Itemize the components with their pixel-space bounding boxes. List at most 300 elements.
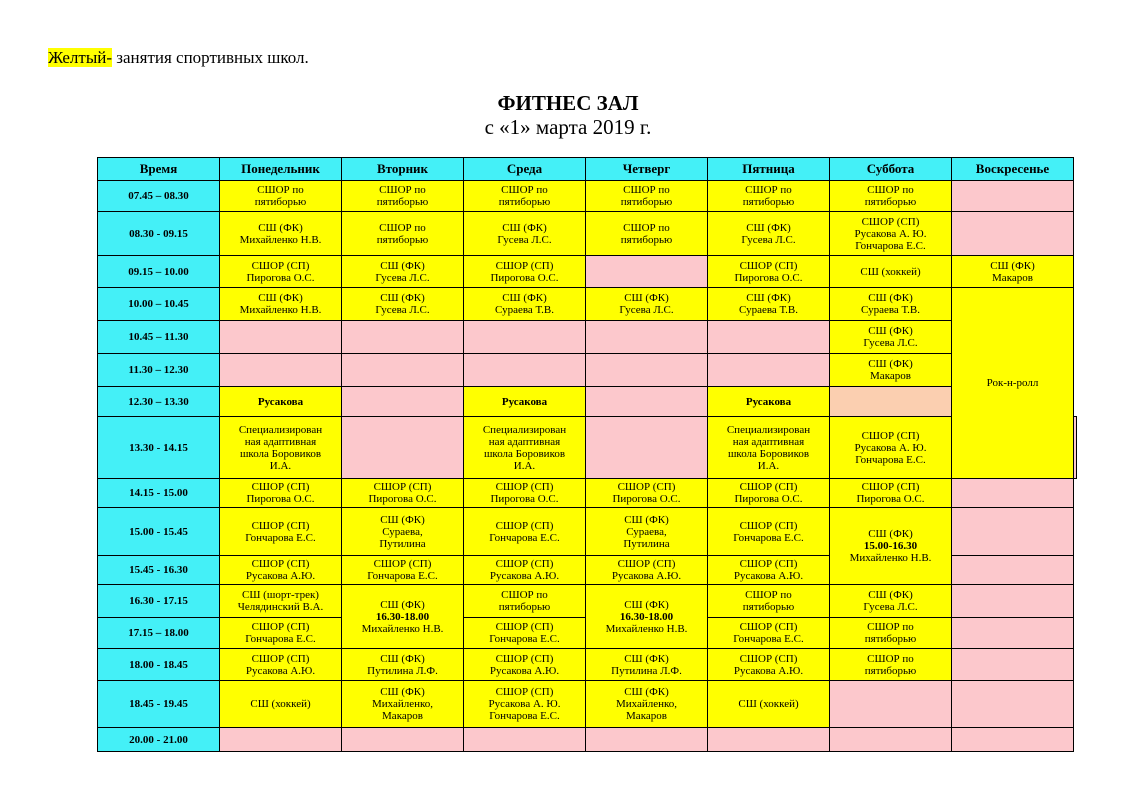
cell-text-line: СШ (ФК): [624, 686, 669, 698]
cell-text-line: СШОР (СП): [739, 621, 798, 633]
schedule-cell: [830, 508, 952, 585]
schedule-cell: [708, 585, 830, 618]
empty-cell: [464, 354, 586, 387]
header-thursday: Четверг: [586, 158, 708, 181]
cell-text-line: СШ (ФК): [624, 598, 669, 611]
empty-cell: [830, 387, 952, 417]
empty-cell: [952, 585, 1074, 618]
cell-text-line: СШ (ФК): [624, 292, 669, 304]
cell-text-line: Михайленко,: [615, 698, 678, 710]
cell-text-line: СШОР (СП): [617, 481, 676, 493]
cell-text-line: пятиборью: [376, 196, 429, 208]
schedule-cell: [708, 649, 830, 681]
cell-text-line: Специализирован: [482, 423, 567, 436]
cell-text-line: Пирогова О.С.: [246, 271, 315, 284]
schedule-cell: [342, 256, 464, 288]
cell-text-line: СШОР (СП): [251, 558, 310, 570]
schedule-cell: [708, 256, 830, 288]
schedule-cell: [220, 479, 342, 508]
schedule-cell: [830, 288, 952, 321]
cell-text-line: пятиборью: [864, 196, 917, 208]
cell-text-line: СШОР (СП): [495, 259, 554, 272]
table-row: [98, 181, 1077, 212]
schedule-cell: [342, 212, 464, 256]
cell-text-line: СШ (ФК): [624, 513, 669, 526]
cell-text-line: СШ (ФК): [380, 513, 425, 526]
header-time: Время: [98, 158, 220, 181]
cell-text-line: И.А.: [513, 459, 536, 472]
schedule-cell: [464, 256, 586, 288]
schedule-cell: [586, 212, 708, 256]
empty-cell: [952, 618, 1074, 649]
cell-text-line: СШ (ФК): [380, 652, 425, 665]
table-row: [98, 508, 1077, 556]
schedule-cell: [220, 181, 342, 212]
cell-text-line: Макаров: [626, 710, 667, 722]
cell-text-line: СШОР (СП): [373, 558, 432, 570]
cell-text-line: Специализирован: [726, 423, 811, 436]
cell-text-line: СШОР (СП): [495, 481, 554, 493]
cell-text-line: СШ (ФК): [380, 292, 425, 304]
cell-text-line: СШ (ФК): [502, 292, 547, 304]
schedule-cell: [586, 479, 708, 508]
cell-text-line: Гусева Л.С.: [619, 304, 674, 316]
cell-text-line: И.А.: [757, 459, 780, 472]
cell-text-line: пятиборью: [864, 633, 917, 645]
cell-text-line: СШОР (СП): [251, 652, 310, 665]
schedule-cell: [342, 181, 464, 212]
header-saturday: Суббота: [830, 158, 952, 181]
cell-text-line: Михайленко Н.В.: [605, 622, 688, 635]
cell-text-line: СШОР по: [257, 184, 304, 196]
cell-text-line: СШОР (СП): [739, 481, 798, 493]
empty-cell: [708, 321, 830, 354]
cell-text-line: пятиборью: [742, 196, 795, 208]
schedule-cell: [952, 256, 1074, 288]
cell-text-line: Русакова А.Ю.: [611, 570, 682, 582]
legend: [48, 48, 309, 68]
time-cell: 15.00 - 15.45: [98, 508, 220, 556]
cell-text-line: Пирогова О.С.: [856, 493, 925, 505]
empty-cell: [464, 728, 586, 752]
cell-text-line: Михайленко Н.В.: [239, 233, 322, 246]
cell-text-line: Путилина: [623, 537, 670, 550]
schedule-cell: Русакова: [464, 387, 586, 417]
cell-text-line: Пирогова О.С.: [490, 493, 559, 505]
cell-text-line: пятиборью: [254, 196, 307, 208]
empty-cell: [708, 728, 830, 752]
schedule-cell: [708, 556, 830, 585]
cell-text-line: Сураева Т.В.: [495, 304, 554, 316]
time-cell: 11.30 – 12.30: [98, 354, 220, 387]
time-cell: 07.45 – 08.30: [98, 181, 220, 212]
empty-cell: [342, 417, 464, 479]
schedule-cell: [342, 585, 464, 649]
schedule-cell: [220, 417, 342, 479]
cell-text-line: пятиборью: [376, 233, 429, 246]
cell-text-line: СШОР (СП): [373, 481, 432, 493]
cell-text-line: СШ (ФК): [868, 528, 913, 540]
cell-text-line: Русакова А.Ю.: [489, 570, 560, 582]
schedule-cell: [586, 585, 708, 649]
cell-text-line: СШОР по: [379, 184, 426, 196]
header-wednesday: Среда: [464, 158, 586, 181]
page-subtitle: с «1» марта 2019 г.: [484, 115, 652, 139]
schedule-cell: [464, 556, 586, 585]
cell-text-line: Гончарова Е.С.: [245, 531, 316, 544]
cell-text-line: СШОР по: [867, 621, 914, 633]
schedule-cell: [586, 556, 708, 585]
cell-text-line: И.А.: [269, 459, 292, 472]
table-row: [98, 387, 1077, 417]
cell-text-line: СШОР (СП): [861, 481, 920, 493]
time-cell: 17.15 – 18.00: [98, 618, 220, 649]
time-cell: 16.30 - 17.15: [98, 585, 220, 618]
time-cell: 13.30 - 14.15: [98, 417, 220, 479]
cell-text-line: СШОР (СП): [251, 519, 310, 532]
cell-text-line: Русакова А. Ю.: [488, 698, 561, 710]
time-cell: 14.15 - 15.00: [98, 479, 220, 508]
empty-cell: [952, 479, 1074, 508]
schedule-cell: [830, 417, 952, 479]
cell-text-line: СШ (ФК): [868, 292, 913, 304]
cell-text-line: СШОР (СП): [495, 519, 554, 532]
time-cell: 08.30 - 09.15: [98, 212, 220, 256]
cell-text-line: СШ (ФК): [258, 221, 303, 234]
time-cell: 12.30 – 13.30: [98, 387, 220, 417]
cell-text-line: СШ (ФК): [868, 325, 913, 337]
cell-text-line: Гончарова Е.С.: [489, 633, 560, 645]
schedule-cell: [342, 479, 464, 508]
empty-cell: [830, 728, 952, 752]
schedule-cell: [464, 508, 586, 556]
cell-text-line: СШОР по: [867, 652, 914, 665]
schedule-cell: [830, 354, 952, 387]
time-cell: 10.45 – 11.30: [98, 321, 220, 354]
cell-text-line: Русакова А. Ю.: [854, 227, 927, 240]
cell-text-line: Путилина Л.Ф.: [611, 664, 682, 677]
schedule-cell: [342, 681, 464, 728]
cell-text-line: Гончарова Е.С.: [489, 531, 560, 544]
cell-text-line: СШ (ФК): [258, 292, 303, 304]
schedule-cell: [586, 649, 708, 681]
cell-text-line: СШОР (СП): [617, 558, 676, 570]
cell-text-line: Гончарова Е.С.: [855, 239, 926, 252]
schedule-cell: Русакова: [220, 387, 342, 417]
schedule-cell: [708, 288, 830, 321]
table-row: [98, 728, 1077, 752]
schedule-cell: [464, 479, 586, 508]
legend-text: занятия спортивных школ.: [112, 48, 309, 67]
cell-text-line: ная адаптивная: [488, 435, 561, 448]
cell-text-line: СШ (ФК): [868, 358, 913, 370]
empty-cell: [952, 181, 1074, 212]
cell-text-line: Путилина Л.Ф.: [367, 664, 438, 677]
cell-text-line: Русакова А.Ю.: [733, 664, 804, 677]
time-cell: 10.00 – 10.45: [98, 288, 220, 321]
cell-text-line: Русакова А.Ю.: [489, 664, 560, 677]
cell-text-line: Гусева Л.С.: [375, 271, 430, 284]
schedule-cell: [830, 618, 952, 649]
cell-text-line: СШ (ФК): [380, 598, 425, 611]
page-title: ФИТНЕС ЗАЛ: [497, 91, 639, 115]
cell-text-line: СШОР (СП): [495, 558, 554, 570]
cell-text-line: Михайленко Н.В.: [849, 552, 932, 564]
schedule-cell: [586, 681, 708, 728]
cell-text-line: школа Боровиков: [727, 447, 810, 460]
cell-text-line: школа Боровиков: [239, 447, 322, 460]
cell-text-line: Русакова А. Ю.: [854, 441, 927, 454]
cell-text-line: Гусева Л.С.: [863, 601, 918, 613]
schedule-cell: [464, 288, 586, 321]
cell-text-line: пятиборью: [498, 601, 551, 613]
empty-cell: [952, 649, 1074, 681]
cell-text-line: Сураева Т.В.: [861, 304, 920, 316]
empty-cell: [342, 728, 464, 752]
schedule-cell: [464, 649, 586, 681]
time-cell: 18.00 - 18.45: [98, 649, 220, 681]
schedule-cell: [342, 556, 464, 585]
empty-cell: [464, 321, 586, 354]
cell-text-line: Гусева Л.С.: [375, 304, 430, 316]
cell-text-line: СШ (ФК): [502, 221, 547, 234]
time-cell: 18.45 - 19.45: [98, 681, 220, 728]
cell-text-line: СШОР (СП): [739, 652, 798, 665]
empty-cell: [220, 728, 342, 752]
cell-text-line: Гончарова Е.С.: [733, 531, 804, 544]
empty-cell: [1074, 417, 1077, 479]
empty-cell: [342, 387, 464, 417]
cell-text-line: Гончарова Е.С.: [733, 633, 804, 645]
cell-text-line: Гончарова Е.С.: [367, 570, 438, 582]
schedule-cell: [830, 479, 952, 508]
cell-text-line: СШ (ФК): [746, 221, 791, 234]
cell-text-line: Гончарова Е.С.: [489, 710, 560, 722]
table-row: [98, 288, 1077, 321]
schedule-cell: [830, 256, 952, 288]
schedule-cell: [952, 288, 1074, 479]
schedule-cell: [586, 508, 708, 556]
schedule-cell: [586, 288, 708, 321]
cell-text-line: Пирогова О.С.: [734, 271, 803, 284]
cell-text-line: СШОР (СП): [739, 519, 798, 532]
empty-cell: [952, 728, 1074, 752]
cell-text-line: СШОР (СП): [251, 481, 310, 493]
cell-text-line: СШОР (СП): [861, 429, 920, 442]
cell-text-line: Сураева,: [382, 525, 423, 538]
schedule-cell: [830, 321, 952, 354]
cell-text-line: СШОР по: [745, 589, 792, 601]
cell-text-line: СШОР (СП): [861, 215, 920, 228]
empty-cell: [342, 321, 464, 354]
empty-cell: [220, 321, 342, 354]
cell-text-line: школа Боровиков: [483, 447, 566, 460]
cell-text-line: Сураева Т.В.: [739, 304, 798, 316]
cell-text-line: Пирогова О.С.: [612, 493, 681, 505]
cell-text-line: СШОР по: [623, 221, 670, 234]
cell-text-line: СШ (ФК): [624, 652, 669, 665]
cell-text-line: Макаров: [992, 271, 1033, 284]
empty-cell: [586, 354, 708, 387]
cell-text-line: Гончарова Е.С.: [855, 453, 926, 466]
schedule-cell: [708, 479, 830, 508]
cell-text-line: 15.00-16.30: [863, 540, 918, 552]
table-row: [98, 417, 1077, 479]
empty-cell: [952, 556, 1074, 585]
empty-cell: [586, 321, 708, 354]
cell-text-line: СШ (хоккей): [860, 265, 921, 278]
table-row: [98, 479, 1077, 508]
empty-cell: [952, 212, 1074, 256]
cell-text-line: СШОР (СП): [739, 558, 798, 570]
cell-text-line: СШОР по: [745, 184, 792, 196]
schedule-cell: [830, 585, 952, 618]
empty-cell: [586, 387, 708, 417]
header-tuesday: Вторник: [342, 158, 464, 181]
cell-text-line: пятиборью: [742, 601, 795, 613]
cell-text-line: пятиборью: [620, 196, 673, 208]
legend-highlight: Желтый-: [48, 48, 113, 67]
cell-text-line: 16.30-18.00: [375, 610, 430, 623]
cell-text-line: СШ (ФК): [868, 589, 913, 601]
cell-text-line: Гончарова Е.С.: [245, 633, 316, 645]
schedule-cell: [220, 508, 342, 556]
cell-text-line: Гусева Л.С.: [863, 337, 918, 349]
time-cell: 15.45 - 16.30: [98, 556, 220, 585]
empty-cell: [586, 417, 708, 479]
table-row: [98, 649, 1077, 681]
schedule-cell: [342, 288, 464, 321]
cell-text-line: СШ (ФК): [746, 292, 791, 304]
cell-text-line: Русакова А.Ю.: [245, 570, 316, 582]
header-friday: Пятница: [708, 158, 830, 181]
cell-text-line: ная адаптивная: [732, 435, 805, 448]
header-sunday: Воскресенье: [952, 158, 1074, 181]
schedule-cell: [220, 256, 342, 288]
cell-text-line: Пирогова О.С.: [368, 493, 437, 505]
schedule-cell: [220, 288, 342, 321]
cell-text-line: Пирогова О.С.: [246, 493, 315, 505]
cell-text-line: СШ (ФК): [990, 259, 1035, 272]
schedule-cell: [342, 649, 464, 681]
cell-text-line: Рок-н-ролл: [986, 377, 1039, 389]
empty-cell: [586, 256, 708, 288]
cell-text-line: Русакова А.Ю.: [733, 570, 804, 582]
table-row: [98, 212, 1077, 256]
schedule-cell: [464, 681, 586, 728]
cell-text-line: СШ (хоккей): [738, 698, 799, 710]
empty-cell: [342, 354, 464, 387]
schedule-table: [97, 157, 1077, 752]
cell-text-line: СШОР по: [623, 184, 670, 196]
schedule-cell: Русакова: [708, 387, 830, 417]
schedule-cell: [586, 181, 708, 212]
cell-text-line: Макаров: [382, 710, 423, 722]
cell-text-line: СШОР по: [867, 184, 914, 196]
empty-cell: [830, 681, 952, 728]
table-row: [98, 585, 1077, 618]
table-row: [98, 321, 1077, 354]
cell-text-line: СШ (ФК): [380, 259, 425, 272]
cell-text-line: СШОР (СП): [495, 652, 554, 665]
empty-cell: [708, 354, 830, 387]
schedule-cell: [830, 212, 952, 256]
cell-text-line: СШОР по: [501, 184, 548, 196]
table-row: [98, 681, 1077, 728]
schedule-cell: [220, 556, 342, 585]
cell-text-line: СШОР (СП): [495, 621, 554, 633]
cell-text-line: СШ (хоккей): [250, 698, 311, 710]
schedule-cell: [830, 649, 952, 681]
cell-text-line: пятиборью: [864, 664, 917, 677]
schedule-cell: [220, 618, 342, 649]
schedule-cell: [708, 181, 830, 212]
cell-text-line: Путилина: [379, 537, 426, 550]
cell-text-line: Сураева,: [626, 525, 667, 538]
table-row: [98, 354, 1077, 387]
time-cell: 09.15 – 10.00: [98, 256, 220, 288]
schedule-cell: [708, 681, 830, 728]
cell-text-line: Михайленко Н.В.: [361, 622, 444, 635]
cell-text-line: СШОР (СП): [251, 259, 310, 272]
cell-text-line: СШ (ФК): [380, 686, 425, 698]
schedule-cell: [220, 649, 342, 681]
cell-text-line: Челядинский В.А.: [237, 601, 324, 613]
cell-text-line: Русакова А.Ю.: [245, 664, 316, 677]
cell-text-line: 16.30-18.00: [619, 610, 674, 623]
cell-text-line: ная адаптивная: [244, 435, 317, 448]
schedule-cell: [708, 417, 830, 479]
header-row: [98, 158, 1077, 181]
time-cell: 20.00 - 21.00: [98, 728, 220, 752]
schedule-cell: [708, 212, 830, 256]
cell-text-line: Специализирован: [238, 423, 323, 436]
cell-text-line: СШОР (СП): [739, 259, 798, 272]
schedule-cell: [464, 212, 586, 256]
cell-text-line: Гусева Л.С.: [741, 233, 796, 246]
schedule-cell: [220, 681, 342, 728]
schedule-cell: [464, 585, 586, 618]
cell-text-line: Пирогова О.С.: [734, 493, 803, 505]
cell-text-line: Михайленко Н.В.: [239, 304, 322, 316]
schedule-cell: [464, 618, 586, 649]
cell-text-line: Макаров: [870, 370, 911, 382]
empty-cell: [952, 681, 1074, 728]
schedule-cell: [220, 212, 342, 256]
cell-text-line: пятиборью: [498, 196, 551, 208]
cell-text-line: Пирогова О.С.: [490, 271, 559, 284]
cell-text-line: пятиборью: [620, 233, 673, 246]
schedule-cell: [464, 181, 586, 212]
empty-cell: [952, 508, 1074, 556]
empty-cell: [586, 728, 708, 752]
schedule-cell: [220, 585, 342, 618]
cell-text-line: СШ (шорт-трек): [242, 589, 319, 601]
cell-text-line: СШОР по: [501, 589, 548, 601]
schedule-cell: [830, 181, 952, 212]
table-row: [98, 256, 1077, 288]
cell-text-line: СШОР (СП): [251, 621, 310, 633]
cell-text-line: Михайленко,: [371, 698, 434, 710]
schedule-cell: [708, 508, 830, 556]
cell-text-line: СШОР (СП): [495, 686, 554, 698]
cell-text-line: Гусева Л.С.: [497, 233, 552, 246]
schedule-cell: [464, 417, 586, 479]
schedule-cell: [342, 508, 464, 556]
empty-cell: [220, 354, 342, 387]
cell-text-line: СШОР по: [379, 221, 426, 234]
schedule-cell: [708, 618, 830, 649]
